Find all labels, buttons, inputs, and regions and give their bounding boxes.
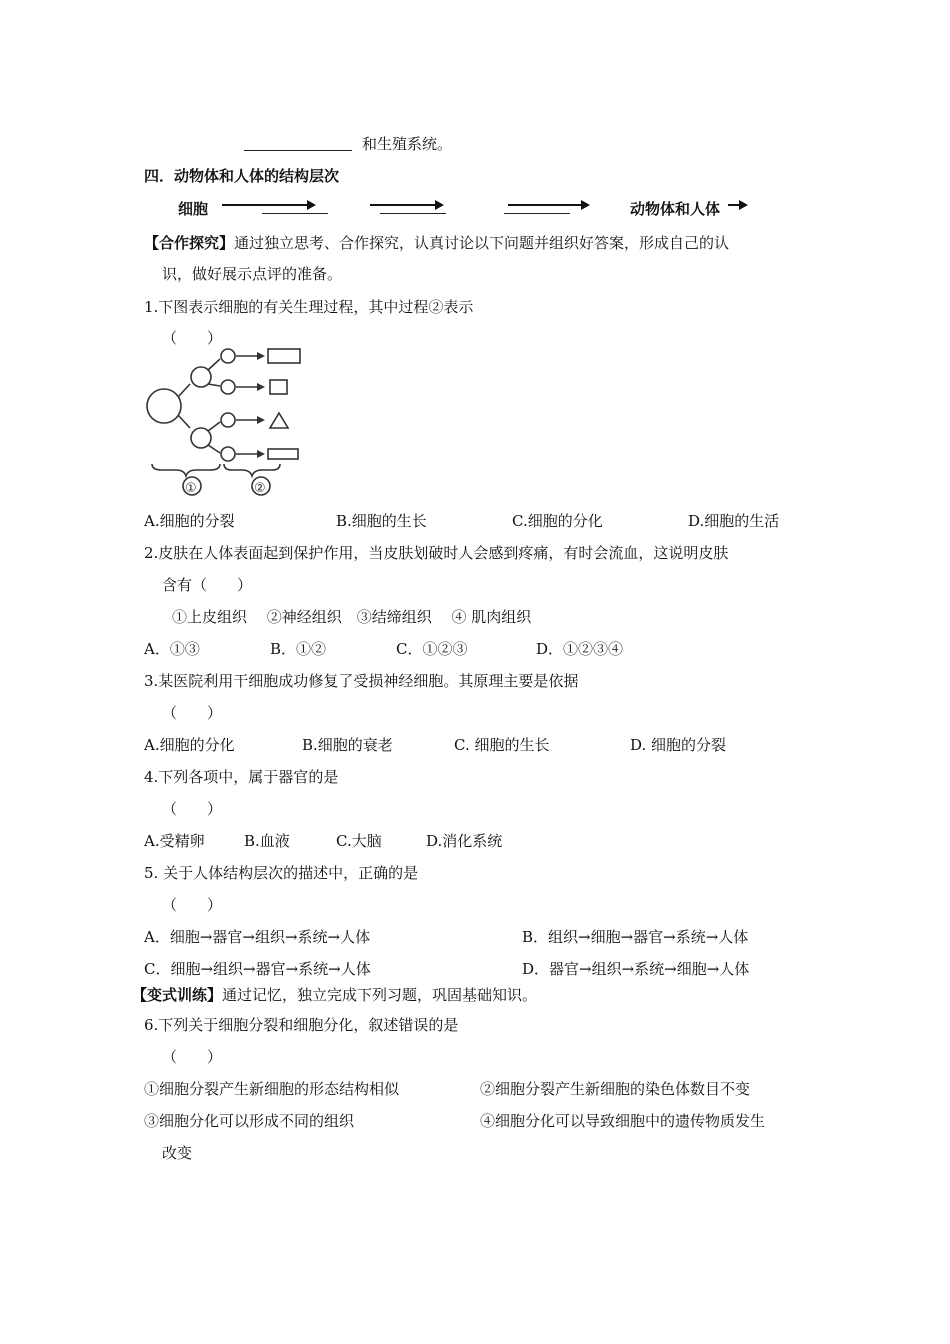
q6-statement-4: ④细胞分化可以导致细胞中的遗传物质发生 (480, 1112, 766, 1130)
cooperate-line-1 (144, 233, 729, 253)
q4-stem: 4.下列各项中，属于器官的是 (144, 768, 339, 786)
answer-blank (244, 150, 352, 151)
q4-option-d[interactable]: D.消化系统 (426, 832, 503, 850)
chain-arrow-4 (728, 204, 746, 206)
q3-option-b[interactable]: B.细胞的衰老 (302, 736, 393, 754)
q3-option-c[interactable]: C. 细胞的生长 (454, 736, 550, 754)
chain-start: 细胞 (178, 200, 209, 218)
q4-option-a[interactable]: A.受精卵 (144, 832, 205, 850)
chain-end: 动物体和人体 (630, 200, 721, 218)
q6-statement-4-cont: 改变 (162, 1144, 193, 1162)
variant-tag: 【变式训练】 (132, 986, 223, 1004)
q2-option-c[interactable]: C．①②③ (396, 640, 468, 658)
q3-paren: （ ） (162, 704, 223, 722)
q4-paren: （ ） (162, 800, 223, 818)
q5-stem: 5. 关于人体结构层次的描述中，正确的是 (144, 864, 419, 882)
q6-stem: 6.下列关于细胞分裂和细胞分化，叙述错误的是 (144, 1016, 459, 1034)
q5-paren: （ ） (162, 896, 223, 914)
variant-text: 通过记忆，独立完成下列习题，巩固基础知识。 (222, 986, 538, 1004)
q2-stem: 2.皮肤在人体表面起到保护作用，当皮肤划破时人会感到疼痛，有时会流血，这说明皮肤 (144, 544, 729, 562)
q2-option-b[interactable]: B．①② (270, 640, 327, 658)
chain-arrow-3 (508, 204, 588, 206)
chain-blank-1 (262, 213, 328, 214)
q3-option-a[interactable]: A.细胞的分化 (144, 736, 235, 754)
q5-option-b[interactable]: B．组织→细胞→器官→系统→人体 (522, 928, 749, 946)
diagram-label-2: ② (254, 481, 266, 496)
q5-option-a[interactable]: A．细胞→器官→组织→系统→人体 (144, 928, 371, 946)
q5-option-d[interactable]: D．器官→组织→系统→细胞→人体 (522, 960, 750, 978)
diagram-label-1: ① (185, 481, 197, 496)
q1-option-a[interactable]: A.细胞的分裂 (144, 512, 235, 530)
q2-option-d[interactable]: D．①②③④ (536, 640, 624, 658)
q2-stem-2: 含有（ ） (162, 576, 253, 594)
q4-option-b[interactable]: B.血液 (244, 832, 290, 850)
q1-option-b[interactable]: B.细胞的生长 (336, 512, 427, 530)
q2-items: ①上皮组织 ②神经组织 ③结缔组织 ④ 肌肉组织 (172, 608, 532, 626)
cell-process-diagram (140, 340, 310, 500)
chain-arrow-2 (370, 204, 442, 206)
cooperate-text: 通过独立思考、合作探究，认真讨论以下问题并组织好答案，形成自己的认 (234, 234, 730, 252)
cooperate-line-2: 识，做好展示点评的准备。 (162, 265, 343, 283)
q3-stem: 3.某医院利用干细胞成功修复了受损神经细胞。其原理主要是依据 (144, 672, 579, 690)
q4-option-c[interactable]: C.大脑 (336, 832, 382, 850)
variant-line (132, 985, 537, 1005)
parent-cell (147, 389, 181, 423)
q2-option-a[interactable]: A．①③ (144, 640, 200, 658)
chain-arrow-1 (222, 204, 314, 206)
q6-paren: （ ） (162, 1048, 223, 1066)
q3-option-d[interactable]: D. 细胞的分裂 (630, 736, 727, 754)
q6-statement-1: ①细胞分裂产生新细胞的形态结构相似 (144, 1080, 400, 1098)
q1-option-c[interactable]: C.细胞的分化 (512, 512, 603, 530)
cooperate-tag: 【合作探究】 (144, 234, 235, 252)
q6-statement-3: ③细胞分化可以形成不同的组织 (144, 1112, 355, 1130)
chain-blank-3 (504, 213, 570, 214)
top-line-suffix: 和生殖系统。 (362, 135, 453, 153)
q1-paren: （ ） (162, 329, 223, 347)
q1-option-d[interactable]: D.细胞的生活 (688, 512, 780, 530)
chain-blank-2 (380, 213, 446, 214)
q1-stem: 1.下图表示细胞的有关生理过程，其中过程②表示 (144, 298, 474, 316)
q6-statement-2: ②细胞分裂产生新细胞的染色体数目不变 (480, 1080, 751, 1098)
section-title: 四．动物体和人体的结构层次 (144, 167, 340, 185)
q5-option-c[interactable]: C．细胞→组织→器官→系统→人体 (144, 960, 371, 978)
